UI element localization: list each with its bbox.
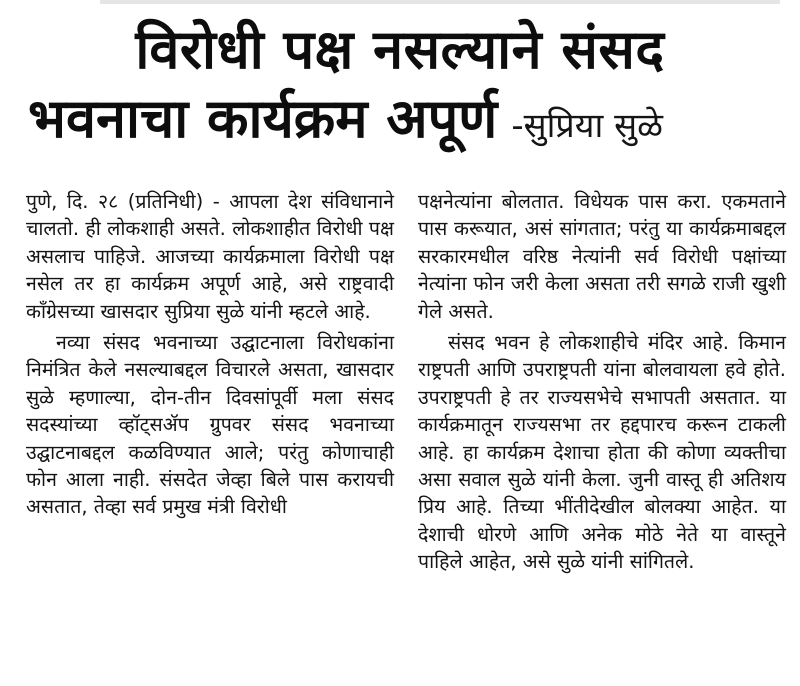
headline [0,18,800,161]
article-column-right [418,188,786,684]
article-body [26,188,786,684]
headline-line-2 [0,84,800,161]
paragraph: नव्या संसद भवनाच्या उद्घाटनाला विरोधकांना निमंत्रित केले नसल्याबद्दल विचारले असता, खासदार सुळे म्हणाल्या, दोन-तीन दिवसांपूर्वी मला संसद सदस्यांच्या व्हॉट्सॲप ग्रुपवर संसद भवनाच्या उद्घाटनाबद्दल कळविण्यात आले; परंतु कोणाचाही फोन आला नाही. संसदेत जेव्हा बिले पास करायची असतात, तेव्हा सर्व प्रमुख मंत्री विरोधी [26,331,394,519]
top-divider [100,0,780,4]
paragraph: संसद भवन हे लोकशाहीचे मंदिर आहे. किमान राष्ट्रपती आणि उपराष्ट्रपती यांना बोलवायला हवे होते. उपराष्ट्रपती हे तर राज्यसभेचे सभापती असतात. या कार्यक्रमातून राज्यसभा तर हद्दपारच करून टाकली आहे. हा कार्यक्रम देशाचा होता की कोणा व्यक्तीचा असा सवाल सुळे यांनी केला. जुनी वास्तू ही अतिशय प्रिय आहे. तिच्या भींतीदेखील बोलक्या आहेत. या देशाची धोरणे आणि अनेक मोठे नेते या वास्तूने पाहिले आहेत, असे सुळे यांनी सांगितले. [418,331,786,574]
paragraph: पुणे, दि. २८ (प्रतिनिधी) - आपला देश संविधानाने चालतो. ही लोकशाही असते. लोकशाहीत विरोधी पक्ष असलाच पाहिजे. आजच्या कार्यक्रमाला विरोधी पक्ष नसेल तर हा कार्यक्रम अपूर्ण आहे, असे राष्ट्रवादी काँग्रेसच्या खासदार सुप्रिया सुळे यांनी म्हटले आहे. [26,190,394,323]
paragraph: पक्षनेत्यांना बोलतात. विधेयक पास करा. एकमताने पास करूयात, असं सांगतात; परंतु या कार्यक्रमाबद्दल सरकारमधील वरिष्ठ नेत्यांनी सर्व विरोधी पक्षांच्या नेत्यांना फोन जरी केला असता तरी सगळे राजी खुशी गेले असते. [418,190,786,323]
headline-line-2-text: भवनाचा कार्यक्रम अपूर्ण [28,87,498,150]
headline-line-1: विरोधी पक्ष नसल्याने संसद [135,18,665,81]
byline: -सुप्रिया सुळे [511,106,663,146]
article-column-left [26,188,394,684]
